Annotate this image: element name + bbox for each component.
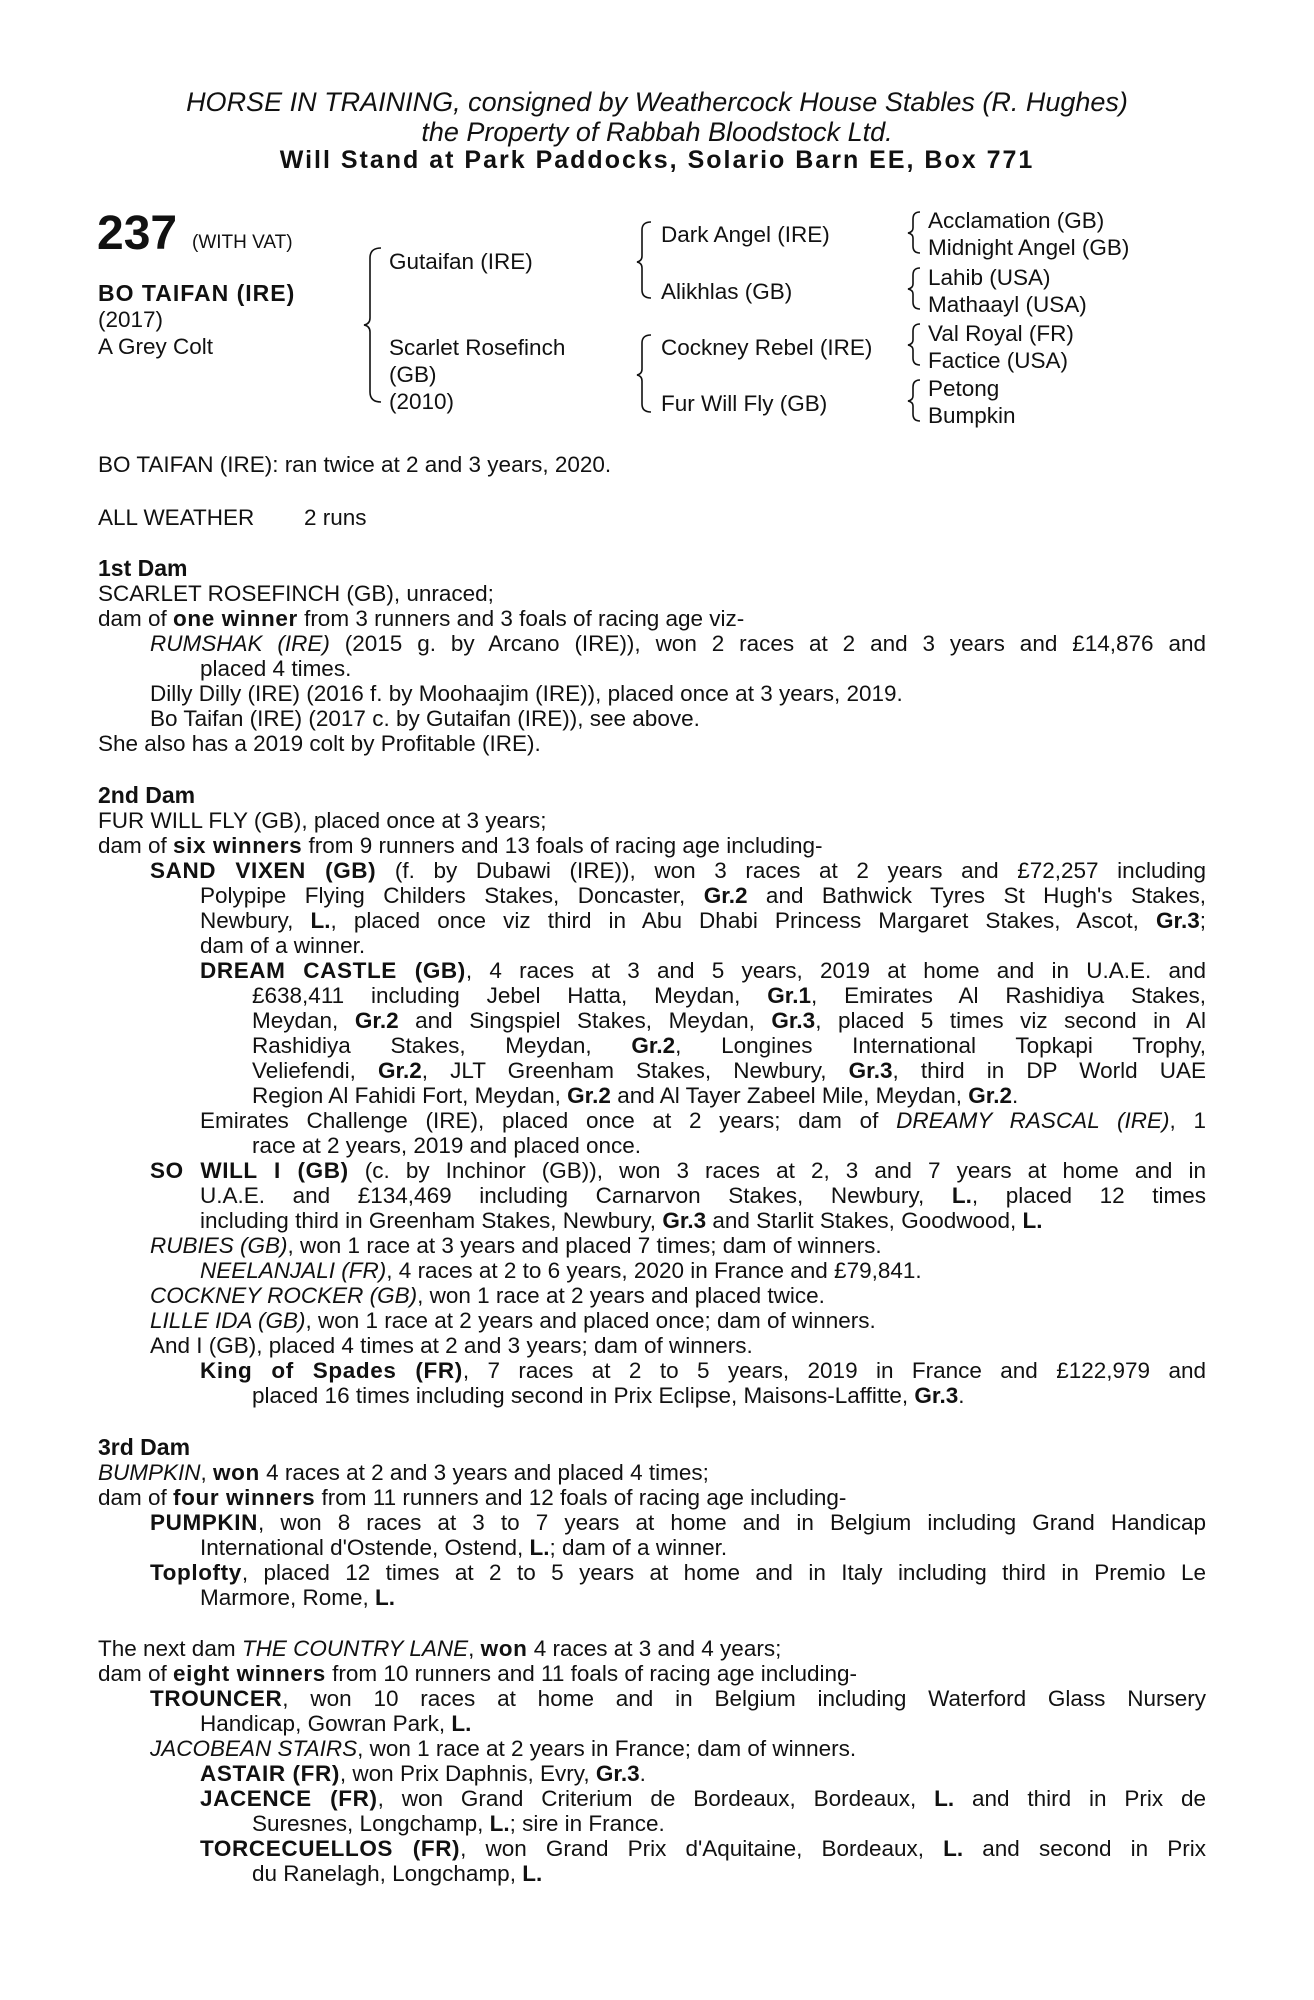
dam-sire-name: Cockney Rebel (IRE) [661,335,873,360]
neelanjali-line: NEELANJALI (FR), 4 races at 2 to 6 years, 2020 in France and £79,841. [200,1258,922,1283]
dam2-produce-line: dam of six winners from 9 runners and 13 foals of racing age including- [98,833,823,858]
property-line: the Property of Rabbah Bloodstock Ltd. [421,117,893,147]
pumpkin-line2: International d'Ostende, Ostend, L.; dam of a winner. [200,1535,728,1560]
sand-vixen-line2: Polypipe Flying Childers Stakes, Doncaster, Gr.2 and Bathwick Tyres St Hugh's Stakes, [200,883,1206,908]
consignor-line: HORSE IN TRAINING, consigned by Weathercock House Stables (R. Hughes) [186,87,1128,117]
sand-vixen-line4: dam of a winner. [200,933,366,958]
king-of-spades-line2: placed 16 times including second in Prix Eclipse, Maisons-Laffitte, Gr.3. [252,1383,965,1408]
produce-rumshak-cont: placed 4 times. [200,656,352,681]
jacence-line1: JACENCE (FR), won Grand Criterium de Bordeaux, Bordeaux, L. and third in Prix de [200,1786,1207,1811]
brace-sire [637,222,651,298]
dam-name-line2: (GB) [389,362,437,387]
brace-main [364,248,381,402]
sire-sire-name: Dark Angel (IRE) [661,222,830,247]
sire-name: Gutaifan (IRE) [389,249,533,274]
cockney-rocker-line: COCKNEY ROCKER (GB), won 1 race at 2 years and placed twice. [150,1283,825,1308]
dream-castle-line2: £638,411 including Jebel Hatta, Meydan, Gr.1, Emirates Al Rashidiya Stakes, [252,983,1206,1008]
trouncer-line1: TROUNCER, won 10 races at home and in Belgium including Waterford Glass Nursery [150,1686,1206,1711]
horse-year: (2017) [98,307,164,332]
dam1-produce-line: dam of one winner from 3 runners and 3 foals of racing age viz- [98,606,745,631]
section-heading-3rd-dam: 3rd Dam [98,1434,191,1460]
surface-label: ALL WEATHER [98,505,255,530]
dam3-line: BUMPKIN, won 4 races at 2 and 3 years and placed 4 times; [98,1460,709,1485]
dream-castle-line1: DREAM CASTLE (GB), 4 races at 3 and 5 years, 2019 at home and in U.A.E. and [200,958,1206,983]
race-record: BO TAIFAN (IRE): ran twice at 2 and 3 years, 2020. [98,452,612,477]
produce-rumshak: RUMSHAK (IRE) (2015 g. by Arcano (IRE)), won 2 races at 2 and 3 years and £14,876 and [150,631,1206,656]
section-heading-2nd-dam: 2nd Dam [98,782,196,808]
dam2-line: FUR WILL FLY (GB), placed once at 3 years; [98,808,547,833]
g3-ancestor-2: Midnight Angel (GB) [928,235,1130,260]
dam3-produce-line: dam of four winners from 11 runners and 12 foals of racing age including- [98,1485,847,1510]
trouncer-line2: Handicap, Gowran Park, L. [200,1711,472,1736]
sire-dam-name: Alikhlas (GB) [661,279,793,304]
produce-dilly-dilly: Dilly Dilly (IRE) (2016 f. by Moohaajim (IRE)), placed once at 3 years, 2019. [150,681,903,706]
jacobean-stairs-line: JACOBEAN STAIRS, won 1 race at 2 years in France; dam of winners. [150,1736,857,1761]
g3-ancestor-8: Bumpkin [928,403,1016,428]
dam1-note: She also has a 2019 colt by Profitable (IRE). [98,731,541,756]
g3-ancestor-3: Lahib (USA) [928,265,1051,290]
so-will-i-line2: U.A.E. and £134,469 including Carnarvon Stakes, Newbury, L., placed 12 times [200,1183,1206,1208]
toplofty-line2: Marmore, Rome, L. [200,1585,396,1610]
g3-ancestor-1: Acclamation (GB) [928,208,1105,233]
emirates-challenge-line1: Emirates Challenge (IRE), placed once at 2 years; dam of DREAMY RASCAL (IRE), 1 [200,1108,1206,1133]
section-heading-1st-dam: 1st Dam [98,555,188,581]
g3-ancestor-5: Val Royal (FR) [928,321,1074,346]
brace-g3-2 [908,268,920,309]
dream-castle-line6: Region Al Fahidi Fort, Meydan, Gr.2 and Al Tayer Zabeel Mile, Meydan, Gr.2. [252,1083,1019,1108]
horse-description: A Grey Colt [98,334,214,359]
dream-castle-line5: Veliefendi, Gr.2, JLT Greenham Stakes, Newbury, Gr.3, third in DP World UAE [252,1058,1206,1083]
produce-bo-taifan: Bo Taifan (IRE) (2017 c. by Gutaifan (IRE)), see above. [150,706,700,731]
lille-ida-line: LILLE IDA (GB), won 1 race at 2 years and placed once; dam of winners. [150,1308,876,1333]
brace-g3-3 [908,324,920,365]
g3-ancestor-7: Petong [928,376,1000,401]
sand-vixen-line3: Newbury, L., placed once viz third in Abu Dhabi Princess Margaret Stakes, Ascot, Gr.3; [200,908,1206,933]
dam1-line: SCARLET ROSEFINCH (GB), unraced; [98,581,494,606]
toplofty-line1: Toplofty, placed 12 times at 2 to 5 years at home and in Italy including third in Premio Le [150,1560,1206,1585]
torcecuellos-line1: TORCECUELLOS (FR), won Grand Prix d'Aquitaine, Bordeaux, L. and second in Prix [200,1836,1206,1861]
brace-g3-1 [908,212,920,253]
lot-number: 237 [97,207,178,260]
dream-castle-line3: Meydan, Gr.2 and Singspiel Stakes, Meydan, Gr.3, placed 5 times viz second in Al [252,1008,1206,1033]
g3-ancestor-4: Mathaayl (USA) [928,292,1087,317]
sand-vixen-line1: SAND VIXEN (GB) (f. by Dubawi (IRE)), won 3 races at 2 years and £72,257 including [150,858,1206,883]
so-will-i-line3: including third in Greenham Stakes, Newbury, Gr.3 and Starlit Stakes, Goodwood, L. [200,1208,1043,1233]
brace-dam [637,335,651,412]
horse-name: BO TAIFAN (IRE) [98,280,296,306]
so-will-i-line1: SO WILL I (GB) (c. by Inchinor (GB)), won 3 races at 2, 3 and 7 years at home and in [150,1158,1206,1183]
dream-castle-line4: Rashidiya Stakes, Meydan, Gr.2, Longines International Topkapi Trophy, [252,1033,1206,1058]
surface-runs: 2 runs [304,505,367,530]
pumpkin-line1: PUMPKIN, won 8 races at 3 to 7 years at home and in Belgium including Grand Handicap [150,1510,1206,1535]
rubies-line: RUBIES (GB), won 1 race at 3 years and placed 7 times; dam of winners. [150,1233,882,1258]
next-dam-produce-line: dam of eight winners from 10 runners and 11 foals of racing age including- [98,1661,858,1686]
lot-vat-note: (WITH VAT) [192,232,293,253]
torcecuellos-line2: du Ranelagh, Longchamp, L. [252,1861,543,1886]
next-dam-line: The next dam THE COUNTRY LANE, won 4 races at 3 and 4 years; [98,1636,782,1661]
dam-dam-name: Fur Will Fly (GB) [661,391,828,416]
king-of-spades-line1: King of Spades (FR), 7 races at 2 to 5 years, 2019 in France and £122,979 and [200,1358,1206,1383]
and-i-line: And I (GB), placed 4 times at 2 and 3 years; dam of winners. [150,1333,753,1358]
jacence-line2: Suresnes, Longchamp, L.; sire in France. [252,1811,665,1836]
dam-year: (2010) [389,389,455,414]
dam-name-line1: Scarlet Rosefinch [389,335,566,360]
astair-line: ASTAIR (FR), won Prix Daphnis, Evry, Gr.3. [200,1761,646,1786]
brace-g3-4 [908,380,920,421]
g3-ancestor-6: Factice (USA) [928,348,1069,373]
emirates-challenge-line2: race at 2 years, 2019 and placed once. [252,1133,642,1158]
pedigree-braces [0,0,1314,440]
stabling-line: Will Stand at Park Paddocks, Solario Barn EE, Box 771 [279,146,1035,174]
